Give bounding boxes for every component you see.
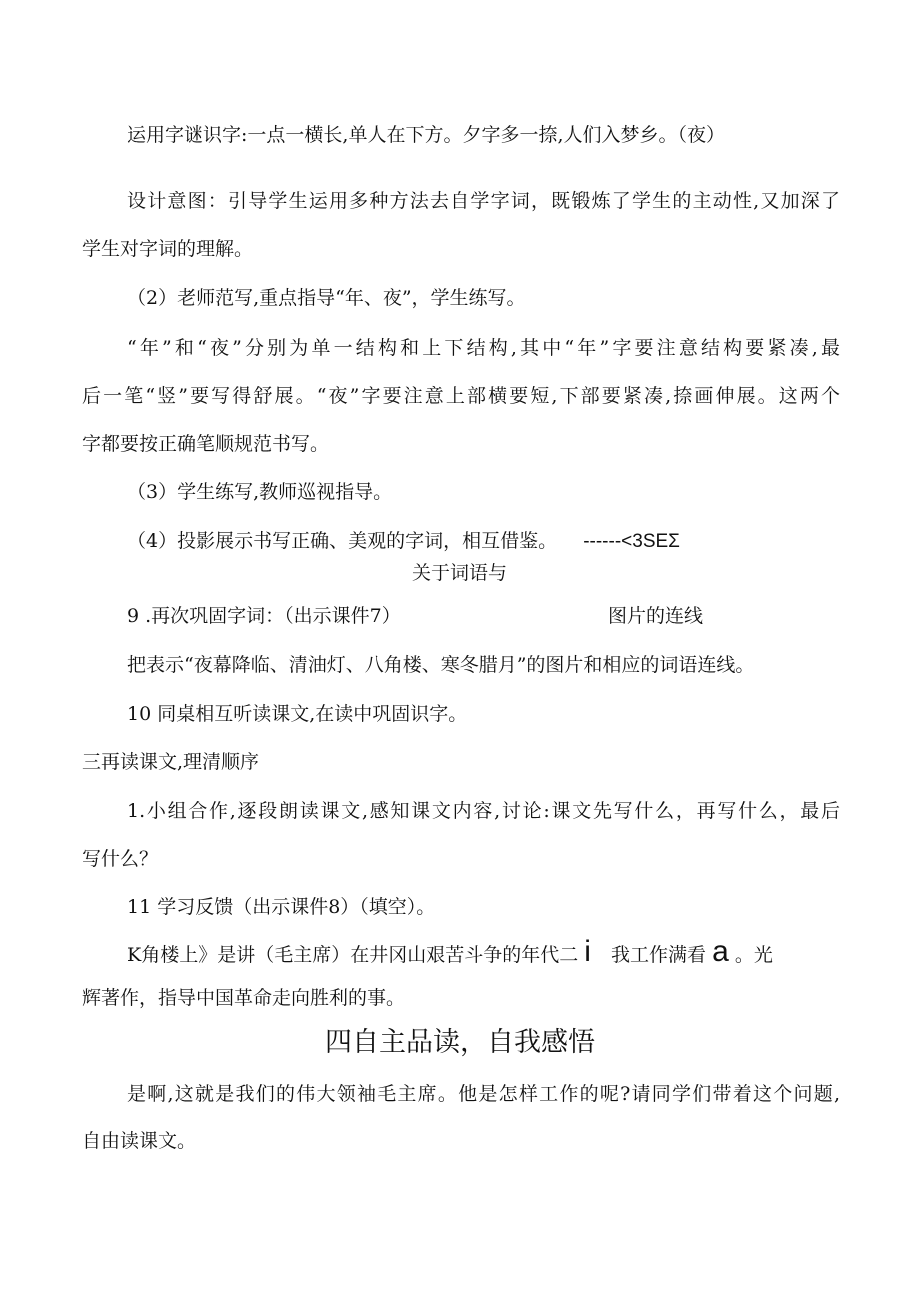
fill-blank-line-1 xyxy=(127,935,840,968)
design-intent-line-2: 学生对字词的理解。 xyxy=(82,238,254,260)
design-intent-line-1: 设计意图：引导学生运用多种方法去自学字词，既锻炼了学生的主动性,又加深了 xyxy=(127,190,840,212)
writing-guide-line-2: 后一笔“竖”要写得舒展。“夜”字要注意上部横要短,下部要紧凑,捺画伸展。这两个 xyxy=(82,385,840,407)
group-work-line-2: 写什么？ xyxy=(82,848,159,870)
step-11-line: 11 学习反馈（出示课件8）（填空）。 xyxy=(127,896,436,918)
writing-guide-line-3: 字都要按正确笔顺规范书写。 xyxy=(82,433,330,455)
fill-blank-glyph-a: a xyxy=(712,935,729,968)
writing-guide-line-1: “年”和“夜”分别为单一结构和上下结构,其中“年”字要注意结构要紧凑,最 xyxy=(127,337,840,359)
group-work-line-1: 1.小组合作,逐段朗读课文,感知课文内容,讨论:课文先写什么，再写什么，最后 xyxy=(127,800,840,822)
step-2-heading: （2）老师范写,重点指导“年、夜”，学生练写。 xyxy=(127,287,526,309)
closing-paragraph-line-2: 自由读课文。 xyxy=(82,1130,197,1152)
fill-blank-text-a: K角楼上》是讲（毛主席）在井冈山艰苦斗争的年代二 xyxy=(127,944,579,966)
step-9-line: 9 .再次巩固字词：（出示课件7） xyxy=(127,605,401,627)
overlay-fragment: ------<3SEΣ xyxy=(583,531,680,552)
step-3-line: （3）学生练写,教师巡视指导。 xyxy=(127,481,393,503)
fill-blank-text-e: 。光 xyxy=(734,944,773,966)
riddle-paragraph: 运用字谜识字:一点一横长,单人在下方。夕字多一捺,人们入梦乡。（夜） xyxy=(127,124,725,146)
fill-blank-line-2: 辉著作，指导中国革命走向胜利的事。 xyxy=(82,987,406,1009)
section-4-heading: 四自主品读，自我感悟 xyxy=(325,1027,595,1058)
overlay-caption-bottom: 图片的连线 xyxy=(608,605,704,627)
matching-instruction: 把表示“夜幕降临、清油灯、八角楼、寒冬腊月”的图片和相应的词语连线。 xyxy=(127,654,755,676)
section-3-heading: 三再读课文,理清顺序 xyxy=(82,751,260,773)
step-4-line xyxy=(127,529,840,554)
overlay-caption-top: 关于词语与 xyxy=(412,562,508,584)
fill-blank-text-c: 我工作满看 xyxy=(611,944,707,966)
closing-paragraph-line-1: 是啊,这就是我们的伟大领袖毛主席。他是怎样工作的呢?请同学们带着这个问题, xyxy=(127,1083,840,1105)
step-10-line: 10 同桌相互听读课文,在读中巩固识字。 xyxy=(127,703,468,725)
fill-blank-glyph-i: i xyxy=(584,935,591,968)
step-4-text: （4）投影展示书写正确、美观的字词，相互借鉴。 xyxy=(127,530,558,552)
